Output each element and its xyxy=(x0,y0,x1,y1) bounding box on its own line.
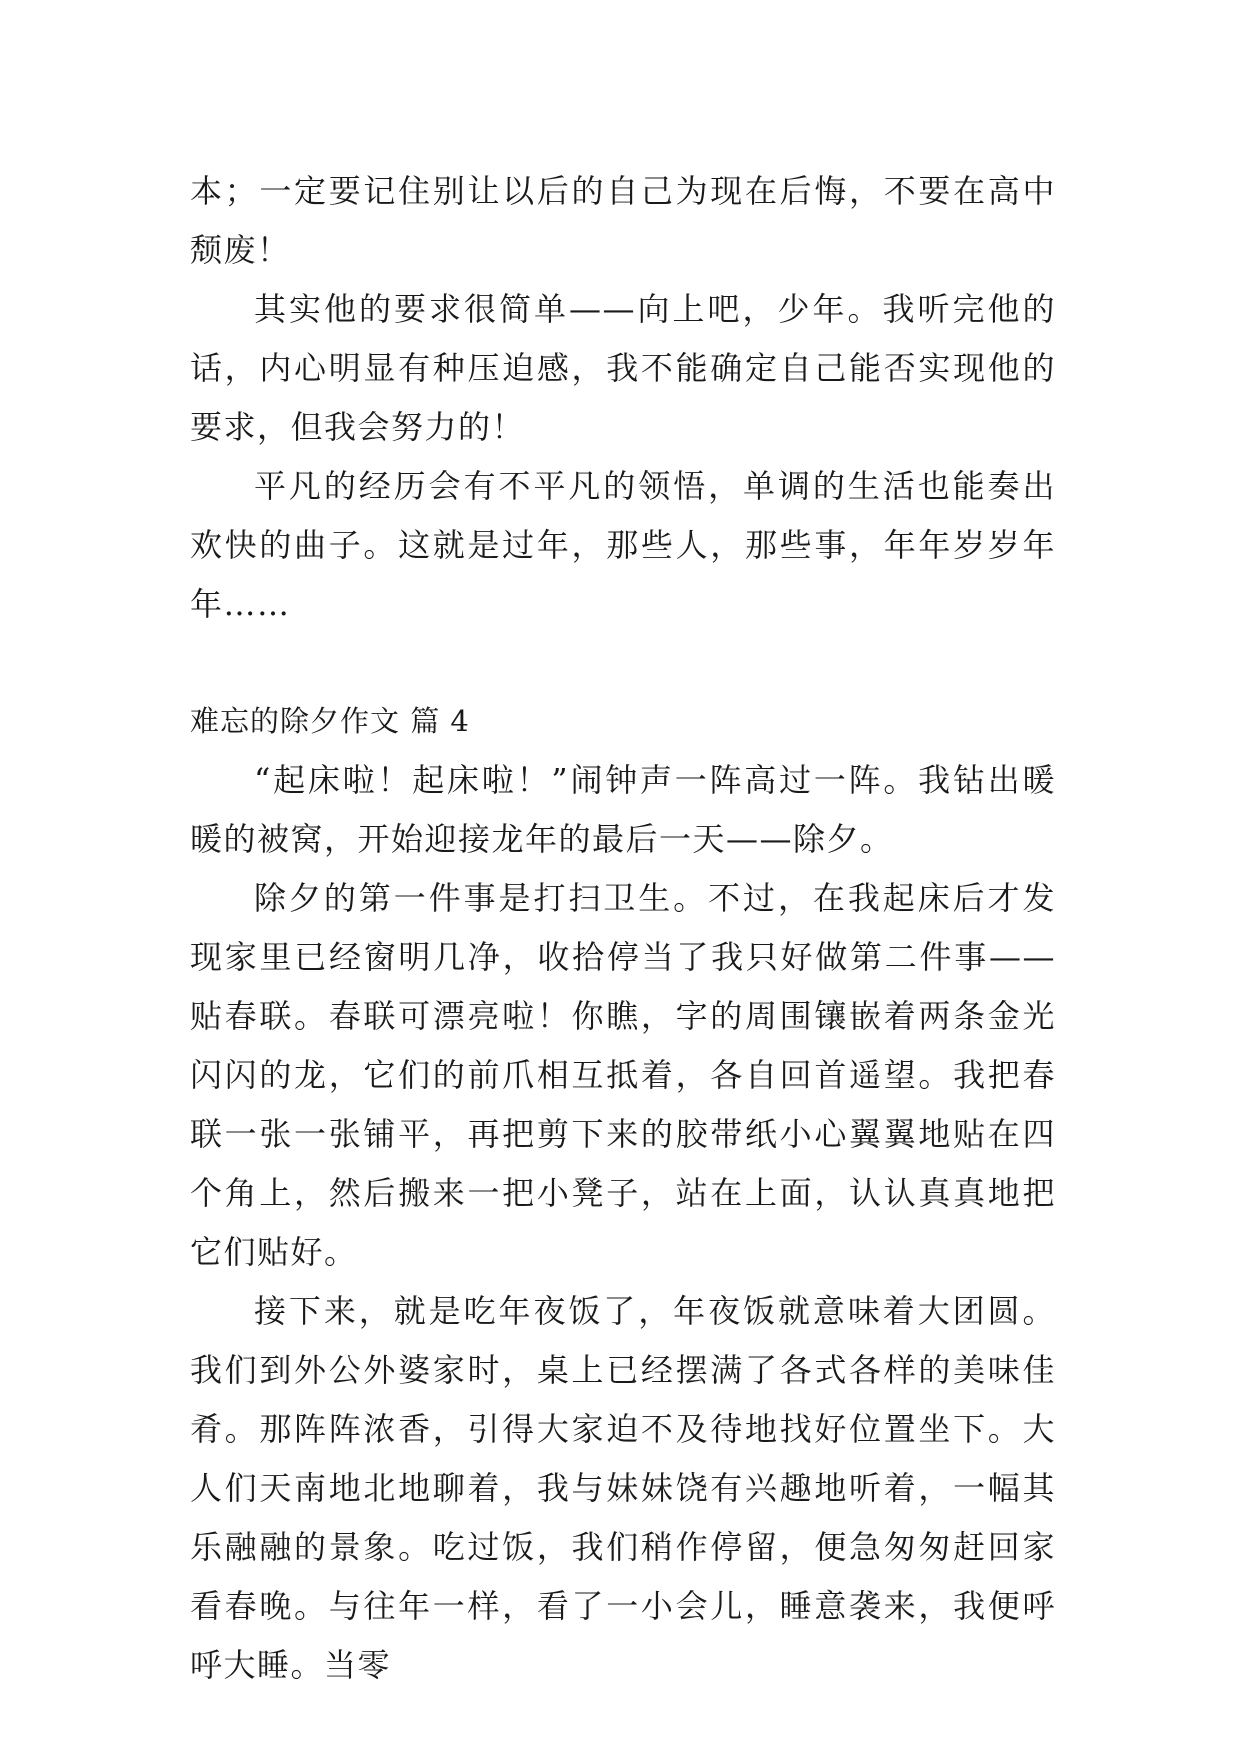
paragraph-4: “起床啦！起床啦！”闹钟声一阵高过一阵。我钻出暖暖的被窝，开始迎接龙年的最后一天——除夕。 xyxy=(190,761,1056,858)
paragraph-6: 接下来，就是吃年夜饭了，年夜饭就意味着大团圆。我们到外公外婆家时，桌上已经摆满了各式各样的美味佳肴。那阵阵浓香，引得大家迫不及待地找好位置坐下。大人们天南地北地聊着，我与妹妹饶有兴趣地听着，一幅其乐融融的景象。吃过饭，我们稍作停留，便急匆匆赶回家看春晚。与往年一样，看了一小会儿，睡意袭来，我便呼呼大睡。当零 xyxy=(190,1292,1056,1684)
paragraph-1: 本；一定要记住别让以后的自己为现在后悔，不要在高中颓废！ xyxy=(190,172,1056,269)
paragraph-2: 其实他的要求很简单——向上吧，少年。我听完他的话，内心明显有种压迫感，我不能确定自己能否实现他的要求，但我会努力的！ xyxy=(190,290,1056,446)
paragraph-5: 除夕的第一件事是打扫卫生。不过，在我起床后才发现家里已经窗明几净，收拾停当了我只好做第二件事——贴春联。春联可漂亮啦！你瞧，字的周围镶嵌着两条金光闪闪的龙，它们的前爪相互抵着，各自回首遥望。我把春联一张一张铺平，再把剪下来的胶带纸小心翼翼地贴在四个角上，然后搬来一把小凳子，站在上面，认认真真地把它们贴好。 xyxy=(190,879,1056,1271)
section-gap xyxy=(190,634,1056,692)
section-title: 难忘的除夕作文 篇 4 xyxy=(190,704,470,738)
document-body xyxy=(190,162,1056,1695)
paragraph-3: 平凡的经历会有不平凡的领悟，单调的生活也能奏出欢快的曲子。这就是过年，那些人，那些事，年年岁岁年年…… xyxy=(190,467,1056,623)
